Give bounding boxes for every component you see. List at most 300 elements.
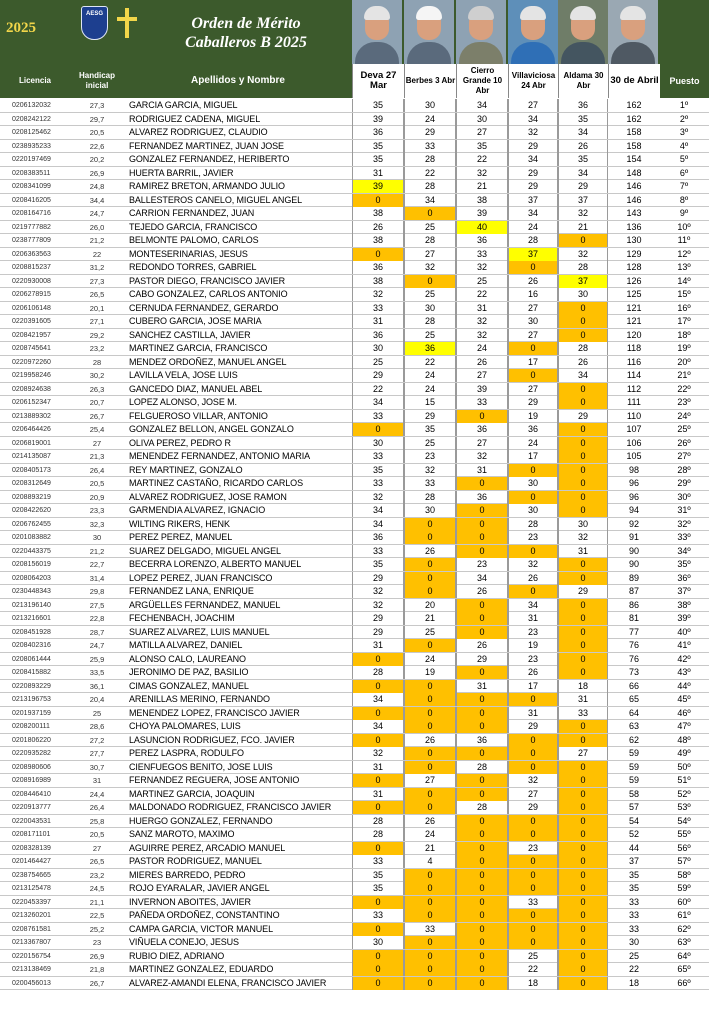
score-villaviciosa-cell: 0	[508, 855, 558, 868]
score-aldama-cell: 32	[558, 531, 608, 544]
licencia-cell: 0208745641	[12, 345, 51, 352]
table-row	[0, 963, 709, 977]
score-cierro-cell: 39	[456, 207, 508, 220]
score-aldama-cell: 0	[558, 896, 608, 909]
score-deva-cell: 38	[352, 207, 404, 220]
handicap-cell: 24,7	[89, 209, 105, 218]
table-row	[0, 774, 709, 788]
total-cell: 96	[628, 478, 639, 488]
puesto-cell: 66º	[677, 977, 691, 988]
handicap-cell: 26,3	[89, 384, 105, 394]
puesto-cell: 3º	[679, 127, 689, 137]
licencia-cell: 0208164716	[12, 210, 51, 217]
total-cell: 91	[628, 532, 639, 542]
total-cell: 37	[628, 856, 639, 866]
name-cell: FECHENBACH, JOACHIM	[129, 613, 235, 623]
score-villaviciosa-cell: 23	[508, 842, 558, 855]
score-aldama-cell: 28	[558, 261, 608, 274]
total-cell: 162	[626, 100, 642, 110]
licencia-cell: 0220443375	[12, 547, 51, 555]
score-cierro-cell: 31	[456, 302, 508, 315]
score-cierro-cell: 0	[456, 869, 508, 882]
score-cierro-cell: 32	[456, 329, 508, 342]
name-cell: CAMPA GARCIA, VICTOR MANUEL	[129, 923, 273, 934]
victory-cross-icon	[115, 6, 139, 40]
score-aldama-cell: 26	[558, 356, 608, 369]
total-cell: 87	[628, 586, 639, 596]
score-aldama-cell: 31	[558, 545, 608, 558]
score-villaviciosa-cell: 0	[508, 261, 558, 274]
name-cell: HUERTA BARRIL, JAVIER	[129, 167, 234, 178]
score-berbes-cell: 0	[404, 680, 456, 693]
table-row	[0, 99, 709, 113]
table-row	[0, 720, 709, 734]
score-deva-cell: 35	[352, 140, 404, 153]
score-cierro-cell: 32	[456, 450, 508, 463]
score-aldama-cell: 0	[558, 774, 608, 787]
handicap-cell: 29,8	[89, 587, 105, 596]
table-row	[0, 545, 709, 559]
score-deva-cell: 38	[352, 275, 404, 288]
name-cell: PEREZ LASPRA, RODULFO	[129, 748, 244, 758]
score-deva-cell: 36	[352, 126, 404, 139]
score-aldama-cell: 0	[558, 396, 608, 409]
score-aldama-cell: 0	[558, 801, 608, 814]
name-cell: ALVAREZ-AMANDI ELENA, FRANCISCO JAVIER	[129, 977, 327, 988]
score-deva-cell: 34	[352, 504, 404, 517]
table-row	[0, 302, 709, 316]
handicap-cell: 23,2	[89, 870, 105, 880]
score-aldama-cell: 0	[558, 599, 608, 612]
total-cell: 63	[628, 721, 639, 731]
licencia-cell: 0213138469	[12, 966, 51, 973]
score-cierro-cell: 0	[456, 599, 508, 612]
score-cierro-cell: 36	[456, 734, 508, 747]
licencia-cell: 0220197469	[12, 156, 51, 163]
score-aldama-cell: 0	[558, 855, 608, 868]
licencia-cell: 0208446410	[12, 790, 51, 798]
puesto-cell: 9º	[679, 208, 689, 218]
score-deva-cell: 35	[352, 558, 404, 571]
name-cell: CARRION FERNANDEZ, JUAN	[129, 208, 255, 218]
score-deva-cell: 39	[352, 113, 404, 126]
score-deva-cell: 33	[352, 410, 404, 423]
licencia-cell: 0238754665	[12, 871, 51, 879]
total-cell: 25	[628, 950, 639, 961]
puesto-cell: 53º	[677, 802, 691, 812]
table-row	[0, 491, 709, 505]
total-cell: 130	[626, 235, 642, 245]
licencia-cell: 0213196753	[12, 696, 51, 703]
score-berbes-cell: 23	[404, 450, 456, 463]
licencia-cell: 0208451928	[12, 628, 51, 636]
score-aldama-cell: 37	[558, 194, 608, 207]
score-villaviciosa-cell: 27	[508, 383, 558, 396]
table-row	[0, 585, 709, 599]
licencia-cell: 0208064203	[12, 574, 51, 582]
score-villaviciosa-cell: 26	[508, 666, 558, 679]
score-cierro-cell: 28	[456, 801, 508, 814]
total-cell: 162	[626, 113, 642, 124]
score-cierro-cell: 0	[456, 842, 508, 855]
score-cierro-cell: 0	[456, 788, 508, 801]
score-berbes-cell: 33	[404, 923, 456, 936]
score-cierro-cell: 36	[456, 234, 508, 247]
name-cell: CHOYA PALOMARES, LUIS	[129, 721, 241, 731]
score-berbes-cell: 0	[404, 882, 456, 895]
col-total: 30 de Abril	[608, 64, 660, 98]
score-deva-cell: 25	[352, 356, 404, 369]
name-cell: FERNANDEZ LANA, ENRIQUE	[129, 586, 254, 596]
puesto-cell: 55º	[677, 829, 691, 839]
table-row	[0, 126, 709, 140]
score-aldama-cell: 0	[558, 504, 608, 517]
handicap-cell: 28	[92, 357, 102, 367]
handicap-cell: 30,2	[89, 371, 105, 380]
score-aldama-cell: 34	[558, 126, 608, 139]
score-cierro-cell: 40	[456, 221, 508, 234]
score-villaviciosa-cell: 0	[508, 923, 558, 936]
score-cierro-cell: 33	[456, 248, 508, 261]
licencia-cell: 0220930008	[12, 277, 51, 285]
score-berbes-cell: 0	[404, 801, 456, 814]
licencia-cell: 0208156019	[12, 561, 51, 568]
score-cierro-cell: 23	[456, 558, 508, 571]
score-deva-cell: 33	[352, 909, 404, 922]
puesto-cell: 27º	[677, 451, 691, 461]
score-cierro-cell: 36	[456, 423, 508, 436]
score-berbes-cell: 25	[404, 288, 456, 301]
handicap-cell: 26,0	[89, 222, 105, 232]
puesto-cell: 59º	[677, 883, 691, 893]
puesto-cell: 40º	[677, 626, 691, 637]
table-row	[0, 113, 709, 127]
puesto-cell: 21º	[677, 370, 691, 380]
score-berbes-cell: 0	[404, 977, 456, 990]
score-deva-cell: 32	[352, 599, 404, 612]
total-cell: 107	[626, 424, 642, 434]
name-cell: JERONIMO DE PAZ, BASILIO	[129, 667, 249, 677]
score-berbes-cell: 32	[404, 464, 456, 477]
score-deva-cell: 0	[352, 707, 404, 720]
score-aldama-cell: 0	[558, 761, 608, 774]
licencia-cell: 0208171101	[12, 831, 51, 838]
table-row	[0, 167, 709, 181]
score-villaviciosa-cell: 31	[508, 612, 558, 625]
handicap-cell: 24,4	[89, 789, 105, 799]
score-aldama-cell: 0	[558, 666, 608, 679]
handicap-cell: 31	[92, 776, 102, 785]
puesto-cell: 33º	[677, 532, 691, 542]
puesto-cell: 60º	[677, 896, 691, 907]
puesto-cell: 1º	[679, 100, 689, 110]
table-row	[0, 950, 709, 964]
puesto-cell: 5º	[679, 154, 689, 164]
score-berbes-cell: 24	[404, 383, 456, 396]
total-cell: 112	[626, 383, 642, 394]
score-deva-cell: 32	[352, 747, 404, 760]
score-aldama-cell: 0	[558, 450, 608, 463]
score-deva-cell: 29	[352, 369, 404, 382]
table-row	[0, 329, 709, 343]
page-title	[155, 14, 337, 52]
score-deva-cell: 0	[352, 950, 404, 963]
score-berbes-cell: 0	[404, 936, 456, 949]
score-aldama-cell: 32	[558, 248, 608, 261]
puesto-cell: 13º	[677, 262, 691, 272]
name-cell: GONZALEZ BELLON, ANGEL GONZALO	[129, 424, 294, 434]
total-cell: 92	[628, 518, 639, 529]
score-aldama-cell: 29	[558, 585, 608, 598]
score-aldama-cell: 26	[558, 140, 608, 153]
handicap-cell: 36,1	[89, 681, 105, 691]
puesto-cell: 24º	[677, 410, 691, 421]
table-row	[0, 882, 709, 896]
name-cell: ROJO EYARALAR, JAVIER ANGEL	[129, 883, 270, 893]
total-cell: 33	[628, 896, 639, 907]
score-aldama-cell: 18	[558, 680, 608, 693]
table-row	[0, 707, 709, 721]
score-berbes-cell: 28	[404, 180, 456, 193]
licencia-cell: 0213260201	[12, 912, 51, 919]
score-cierro-cell: 0	[456, 504, 508, 517]
score-berbes-cell: 27	[404, 248, 456, 261]
total-cell: 158	[626, 140, 642, 151]
score-cierro-cell: 0	[456, 720, 508, 733]
handicap-cell: 31,4	[89, 573, 105, 583]
score-cierro-cell: 25	[456, 275, 508, 288]
puesto-cell: 26º	[677, 437, 691, 448]
name-cell: RAMIREZ BRETON, ARMANDO JULIO	[129, 181, 285, 191]
score-berbes-cell: 30	[404, 302, 456, 315]
score-cierro-cell: 34	[456, 99, 508, 112]
score-villaviciosa-cell: 0	[508, 936, 558, 949]
score-villaviciosa-cell: 29	[508, 720, 558, 733]
puesto-cell: 38º	[677, 599, 691, 610]
licencia-cell: 0206819001	[12, 439, 51, 447]
puesto-cell: 11º	[677, 235, 691, 245]
score-cierro-cell: 0	[456, 882, 508, 895]
handicap-cell: 28,6	[89, 722, 105, 731]
total-cell: 76	[628, 653, 639, 664]
score-villaviciosa-cell: 37	[508, 194, 558, 207]
score-deva-cell: 35	[352, 869, 404, 882]
score-cierro-cell: 26	[456, 639, 508, 652]
handicap-cell: 27,2	[89, 735, 105, 745]
score-villaviciosa-cell: 0	[508, 342, 558, 355]
total-cell: 110	[626, 410, 642, 421]
score-deva-cell: 0	[352, 774, 404, 787]
score-aldama-cell: 32	[558, 207, 608, 220]
total-cell: 136	[626, 221, 642, 232]
score-aldama-cell: 34	[558, 369, 608, 382]
score-aldama-cell: 30	[558, 288, 608, 301]
player-photo	[558, 0, 608, 64]
score-deva-cell: 33	[352, 450, 404, 463]
total-cell: 158	[626, 127, 642, 137]
puesto-cell: 7º	[679, 181, 689, 191]
score-aldama-cell: 0	[558, 558, 608, 571]
licencia-cell: 0208383511	[12, 169, 51, 177]
score-aldama-cell: 35	[558, 113, 608, 126]
total-cell: 81	[628, 613, 639, 623]
score-villaviciosa-cell: 28	[508, 518, 558, 531]
score-cierro-cell: 0	[456, 909, 508, 922]
score-aldama-cell: 0	[558, 882, 608, 895]
handicap-cell: 25,9	[89, 654, 105, 664]
score-deva-cell: 31	[352, 167, 404, 180]
table-row	[0, 896, 709, 910]
score-berbes-cell: 0	[404, 693, 456, 706]
score-deva-cell: 31	[352, 315, 404, 328]
score-deva-cell: 28	[352, 815, 404, 828]
col-puesto: Puesto	[669, 76, 700, 86]
table-row	[0, 153, 709, 167]
score-berbes-cell: 28	[404, 491, 456, 504]
licencia-cell: 0208980606	[12, 763, 51, 771]
puesto-cell: 41º	[677, 640, 691, 650]
score-berbes-cell: 0	[404, 707, 456, 720]
puesto-cell: 20º	[677, 356, 691, 367]
licencia-cell: 0213216601	[12, 615, 51, 622]
licencia-cell: 0208312649	[12, 480, 51, 487]
licencia-cell: 0214135087	[12, 453, 51, 460]
total-cell: 148	[626, 167, 642, 178]
score-deva-cell: 31	[352, 639, 404, 652]
score-berbes-cell: 24	[404, 113, 456, 126]
puesto-cell: 57º	[677, 856, 691, 866]
handicap-cell: 22	[92, 249, 102, 259]
score-cierro-cell: 0	[456, 977, 508, 990]
score-cierro-cell: 0	[456, 626, 508, 639]
total-cell: 118	[626, 343, 642, 353]
score-deva-cell: 29	[352, 626, 404, 639]
col-berbes: Berbes 3 Abr	[404, 64, 456, 98]
score-berbes-cell: 25	[404, 221, 456, 234]
score-cierro-cell: 34	[456, 572, 508, 585]
handicap-cell: 25	[92, 708, 102, 718]
licencia-cell: 0206106148	[12, 304, 51, 312]
name-cell: PEREZ PEREZ, MANUEL	[129, 532, 233, 542]
licencia-cell: 0208200111	[12, 723, 50, 730]
score-aldama-cell: 0	[558, 869, 608, 882]
score-deva-cell: 0	[352, 896, 404, 909]
score-villaviciosa-cell: 30	[508, 477, 558, 490]
handicap-cell: 20,4	[89, 695, 105, 704]
table-row	[0, 626, 709, 640]
puesto-cell: 39º	[677, 613, 691, 623]
score-villaviciosa-cell: 36	[508, 423, 558, 436]
score-aldama-cell: 0	[558, 315, 608, 328]
name-cell: MENDEZ ORDOÑEZ, MANUEL ANGEL	[129, 356, 287, 367]
score-villaviciosa-cell: 26	[508, 275, 558, 288]
score-aldama-cell: 0	[558, 383, 608, 396]
handicap-cell: 24,7	[89, 641, 105, 650]
name-cell: GANCEDO DIAZ, MANUEL ABEL	[129, 383, 263, 394]
name-cell: ALONSO CALO, LAUREANO	[129, 653, 246, 664]
total-cell: 98	[628, 464, 639, 475]
col-nombre: Apellidos y Nombre	[191, 75, 285, 86]
score-villaviciosa-cell: 32	[508, 558, 558, 571]
score-villaviciosa-cell: 25	[508, 950, 558, 963]
score-villaviciosa-cell: 0	[508, 828, 558, 841]
score-berbes-cell: 33	[404, 477, 456, 490]
licencia-cell: 0220935282	[12, 750, 51, 757]
handicap-cell: 25,8	[89, 816, 105, 826]
score-villaviciosa-cell: 29	[508, 801, 558, 814]
score-cierro-cell: 0	[456, 477, 508, 490]
total-cell: 76	[628, 640, 639, 650]
score-aldama-cell: 29	[558, 180, 608, 193]
total-cell: 30	[628, 937, 639, 947]
player-photo	[404, 0, 454, 64]
total-cell: 146	[626, 194, 642, 205]
name-cell: REY MARTINEZ, GONZALO	[129, 464, 243, 475]
handicap-cell: 26,7	[89, 978, 105, 988]
name-cell: GARMENDIA ALVAREZ, IGNACIO	[129, 505, 266, 515]
name-cell: LOPEZ PEREZ, JUAN FRANCISCO	[129, 572, 273, 583]
total-cell: 121	[626, 302, 642, 313]
score-aldama-cell: 0	[558, 423, 608, 436]
name-cell: MENENDEZ FERNANDEZ, ANTONIO MARIA	[129, 451, 311, 461]
score-berbes-cell: 33	[404, 140, 456, 153]
licencia-cell: 0201806220	[12, 736, 51, 744]
licencia-cell: 0208328139	[12, 844, 51, 852]
licencia-cell: 0208405173	[12, 466, 51, 474]
name-cell: MARTINEZ CASTAÑO, RICARDO CARLOS	[129, 478, 303, 488]
score-berbes-cell: 28	[404, 234, 456, 247]
table-row	[0, 464, 709, 478]
score-deva-cell: 0	[352, 194, 404, 207]
score-deva-cell: 28	[352, 666, 404, 679]
handicap-cell: 22,6	[89, 141, 105, 151]
score-deva-cell: 28	[352, 828, 404, 841]
score-villaviciosa-cell: 30	[508, 504, 558, 517]
score-aldama-cell: 0	[558, 815, 608, 828]
score-villaviciosa-cell: 29	[508, 167, 558, 180]
handicap-cell: 29,7	[89, 114, 105, 124]
score-berbes-cell: 4	[404, 855, 456, 868]
score-deva-cell: 0	[352, 423, 404, 436]
handicap-cell: 20,7	[89, 398, 105, 407]
licencia-cell: 0208761581	[12, 925, 51, 933]
name-cell: SANCHEZ CASTILLA, JAVIER	[129, 329, 251, 340]
score-deva-cell: 0	[352, 734, 404, 747]
licencia-cell: 0220972260	[12, 358, 51, 366]
score-aldama-cell: 34	[558, 167, 608, 180]
score-cierro-cell: 0	[456, 612, 508, 625]
name-cell: BELMONTE PALOMO, CARLOS	[129, 235, 259, 245]
puesto-cell: 56º	[677, 842, 691, 853]
handicap-cell: 22,8	[89, 614, 105, 623]
score-aldama-cell: 0	[558, 612, 608, 625]
total-cell: 62	[628, 734, 639, 745]
score-aldama-cell: 0	[558, 437, 608, 450]
score-cierro-cell: 0	[456, 518, 508, 531]
score-villaviciosa-cell: 23	[508, 531, 558, 544]
puesto-cell: 43º	[677, 667, 691, 677]
score-villaviciosa-cell: 0	[508, 747, 558, 760]
score-cierro-cell: 0	[456, 950, 508, 963]
handicap-cell: 20,5	[89, 479, 105, 488]
licencia-cell: 0208125462	[12, 129, 51, 136]
score-berbes-cell: 0	[404, 950, 456, 963]
licencia-cell: 0230448343	[12, 588, 51, 595]
score-berbes-cell: 34	[404, 194, 456, 207]
total-cell: 64	[628, 707, 639, 718]
score-villaviciosa-cell: 24	[508, 221, 558, 234]
score-cierro-cell: 32	[456, 315, 508, 328]
